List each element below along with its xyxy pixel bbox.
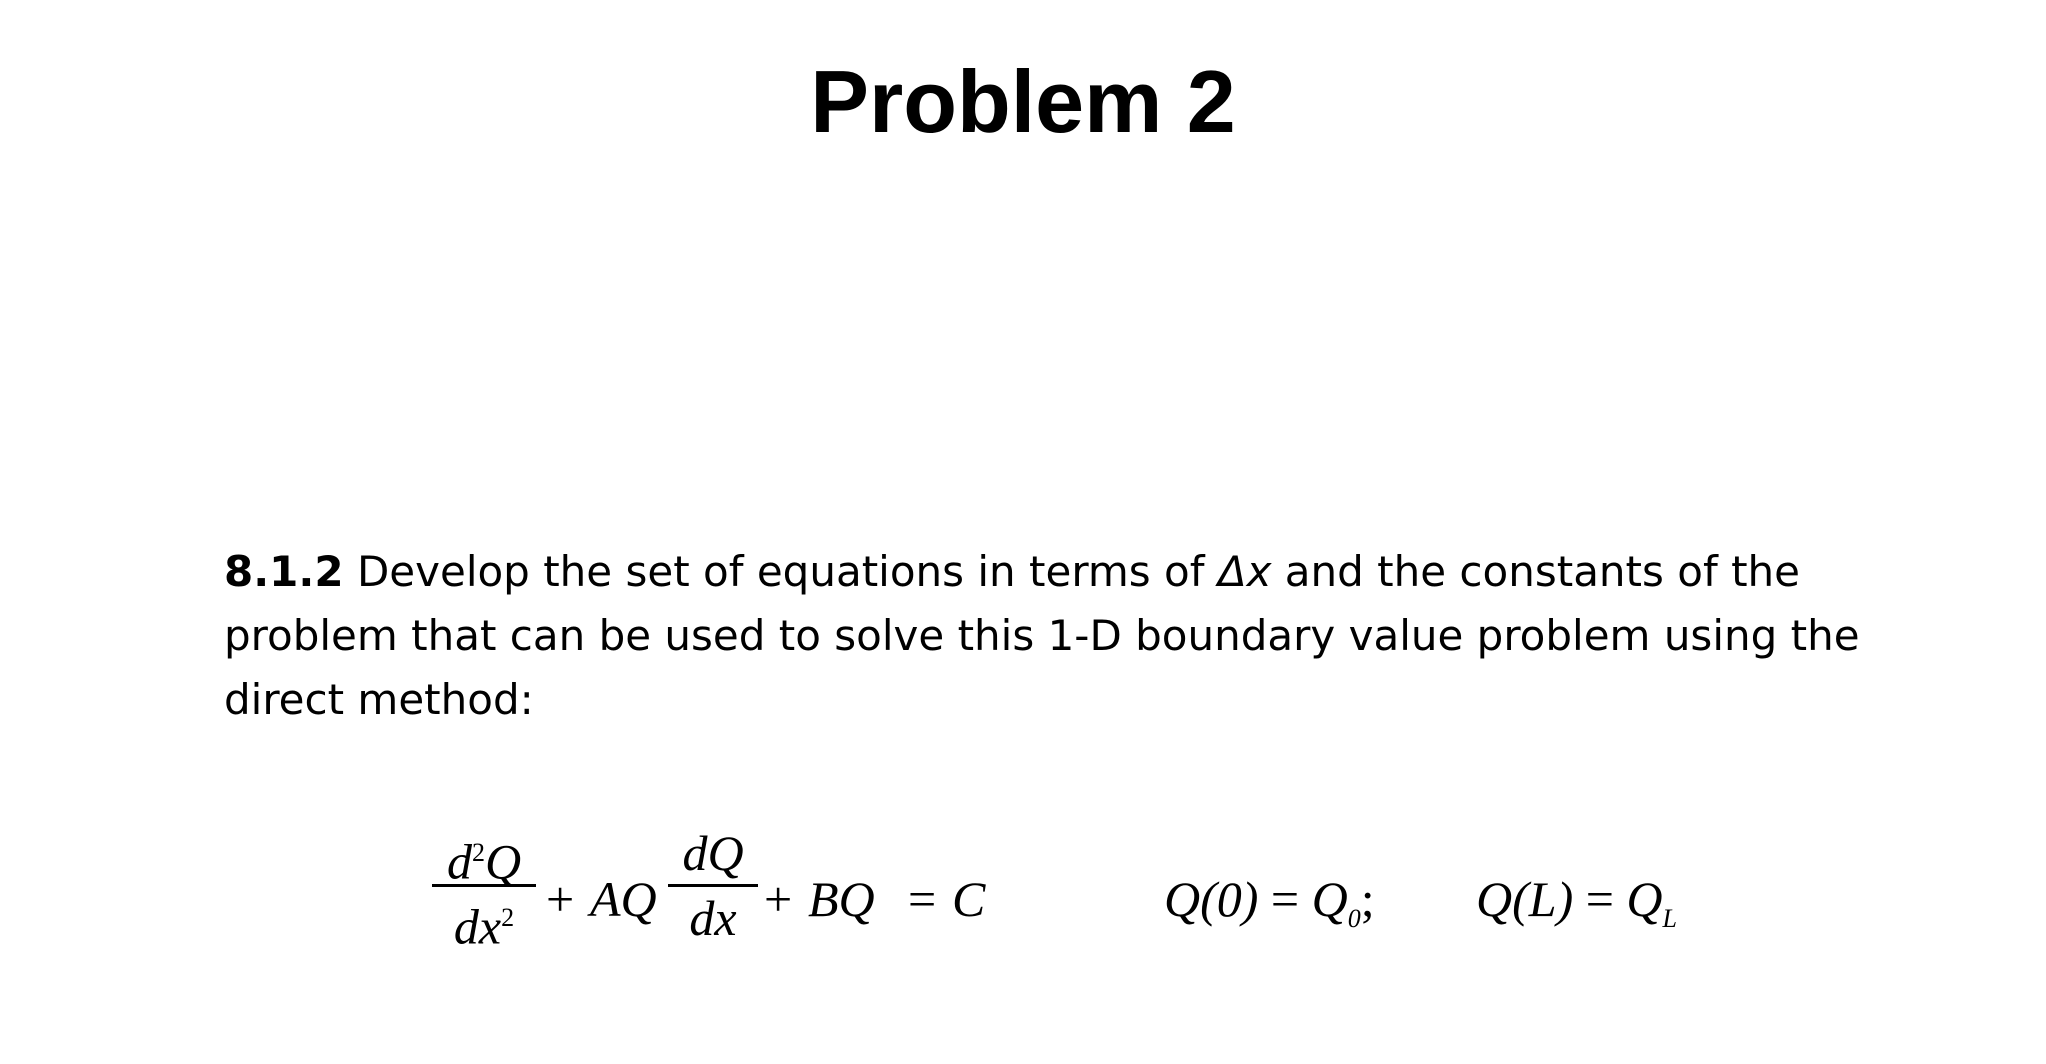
plus-sign-1: +	[546, 871, 575, 927]
bq-term: BQ	[808, 871, 875, 927]
second-derivative-denominator: $dx^2$	[453, 898, 515, 955]
c-term: C	[952, 871, 986, 927]
second-derivative-numerator: $d^2Q$	[446, 833, 522, 890]
equals-sign: =	[908, 871, 937, 927]
boundary-condition-right: $Q(L) = Q_L$	[1476, 871, 1677, 933]
delta-x-symbol: Δx	[1217, 547, 1272, 596]
problem-text-part-2: and the constants of the problem that can be used to solve this 1-D boundary value problem using the direct method:	[224, 547, 1860, 724]
second-derivative-fraction	[432, 822, 536, 955]
problem-number: 8.1.2	[224, 547, 344, 596]
page-title: Problem 2	[810, 52, 1236, 151]
boundary-condition-left: $Q(0) = Q_0$;	[1164, 871, 1375, 933]
first-derivative-numerator: dQ	[682, 825, 744, 881]
problem-statement	[224, 540, 1864, 732]
aq-term: AQ	[590, 871, 657, 927]
plus-sign-2: +	[764, 871, 793, 927]
problem-text-part-1: Develop the set of equations in terms of	[343, 547, 1218, 596]
first-derivative-denominator: dx	[689, 890, 737, 946]
first-derivative-fraction	[668, 822, 758, 949]
